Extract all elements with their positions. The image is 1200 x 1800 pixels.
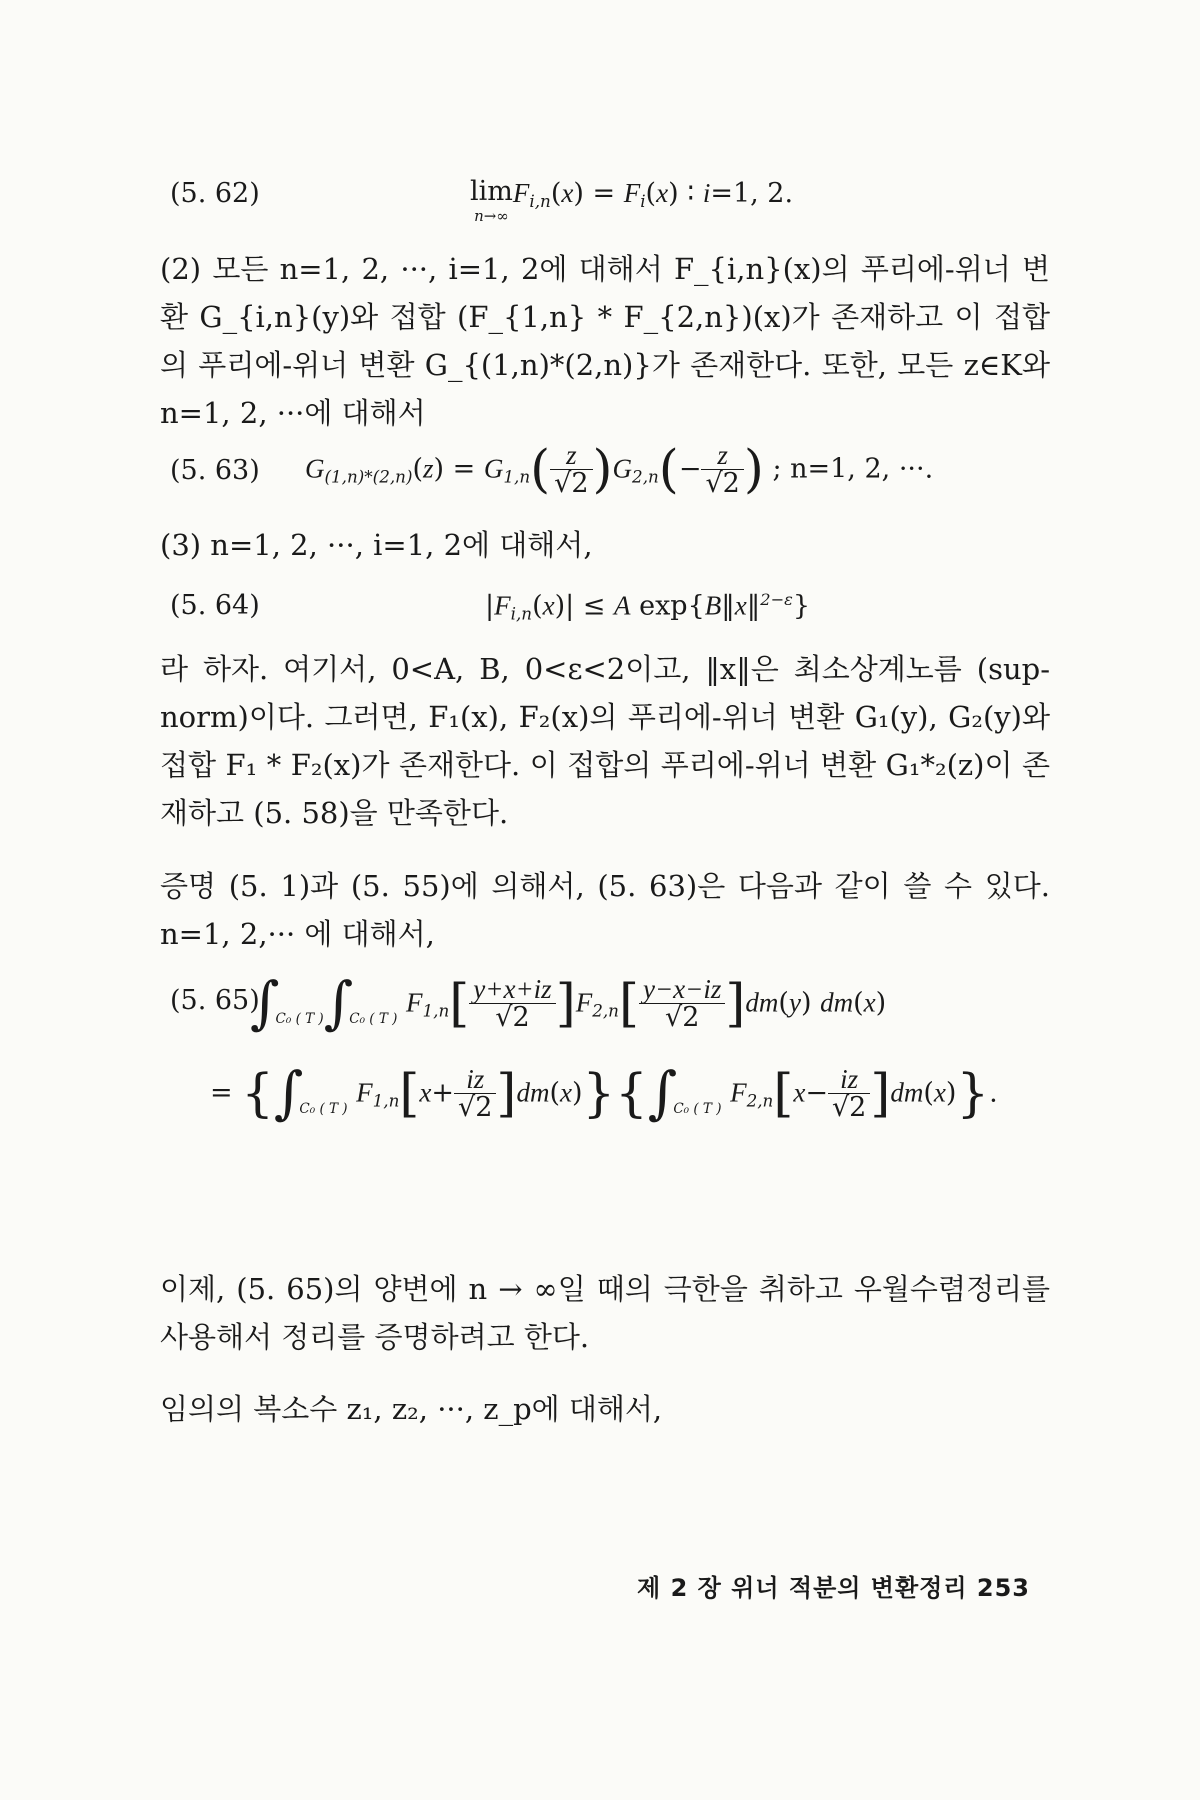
equation-number: (5. 65): [170, 985, 260, 1016]
equation-body-line2: = {$\int_{C_0 ( T )}$ $F_{1,n}[x+$ $\frac{iz}{√2}$ ]$dm(x)\}\{\int_{C_0 ( T )}$ $F_{2,n}[x-$ $\frac{iz}{√2}$ ]dm(x)}.: [210, 1060, 998, 1127]
equation-number: (5. 62): [170, 178, 260, 209]
page-footer: 제 2 장 위너 적분의 변환정리 253: [637, 1574, 1030, 1602]
equation-body: lim n→∞ $F_{i,n}(x) = F_i(x)$ ∶ i=1, 2.: [470, 176, 794, 225]
paragraph-condition-2: (2) 모든 n=1, 2, ···, i=1, 2에 대해서 F_{i,n}(x)의 푸리에-위너 변환 G_{i,n}(y)와 접합 (F_{1,n} * F_{2,n})(x)가 존재하고 이 접합의 푸리에-위너 변환 G_{(1,n)*(2,n)}가 존재한다. 또한, 모든 z∈K와 n=1, 2, ···에 대해서: [160, 252, 1050, 430]
equation-number: (5. 64): [170, 590, 260, 621]
paragraph-conclusion: 라 하자. 여기서, 0<A, B, 0<ε<2이고, ‖x‖은 최소상계노름 (sup-norm)이다. 그러면, F₁(x), F₂(x)의 푸리에-위너 변환 G₁(y), G₂(y)와 접합 F₁ * F₂(x)가 존재한다. 이 접합의 푸리에-위너 변환 G₁*₂(z)이 존재하고 (5. 58)을 만족한다.: [160, 652, 1050, 830]
equation-body: $|F_{i,n}(x)| \le A$ exp{B‖x‖$^{2-\varepsilon}$}: [485, 590, 810, 624]
paragraph-condition-3: (3) n=1, 2, ···, i=1, 2에 대해서,: [160, 528, 593, 562]
equation-tail: ; n=1, 2, ···.: [772, 453, 934, 485]
paragraph-proof: 증명 (5. 1)과 (5. 55)에 의해서, (5. 63)은 다음과 같이 쓸 수 있다. n=1, 2,··· 에 대해서,: [160, 869, 1050, 951]
paragraph-limit: 이제, (5. 65)의 양변에 n → ∞일 때의 극한을 취하고 우월수렴정리를 사용해서 정리를 증명하려고 한다.: [160, 1272, 1050, 1354]
paragraph-complex: 임의의 복소수 z₁, z₂, ···, z_p에 대해서,: [160, 1392, 663, 1426]
equation-body: $G_{(1,n)*(2,n)}(z) = G_{1,n}$( $\frac{z}{√2}$ )$G_{2,n}(-$ $\frac{z}{√2}$ ) ; n=1, 2, ···.: [305, 439, 934, 500]
equation-body-line1: $\int_{C_0 ( T )}\int_{C_0 ( T )}$ $F_{1,n}$[ $\frac{y+x+iz}{√2}$ ]$F_{2,n}$[ $\frac{y-x-iz}{√2}$ ]dm(y) dm(x): [250, 970, 887, 1037]
equation-number: (5. 63): [170, 455, 260, 486]
